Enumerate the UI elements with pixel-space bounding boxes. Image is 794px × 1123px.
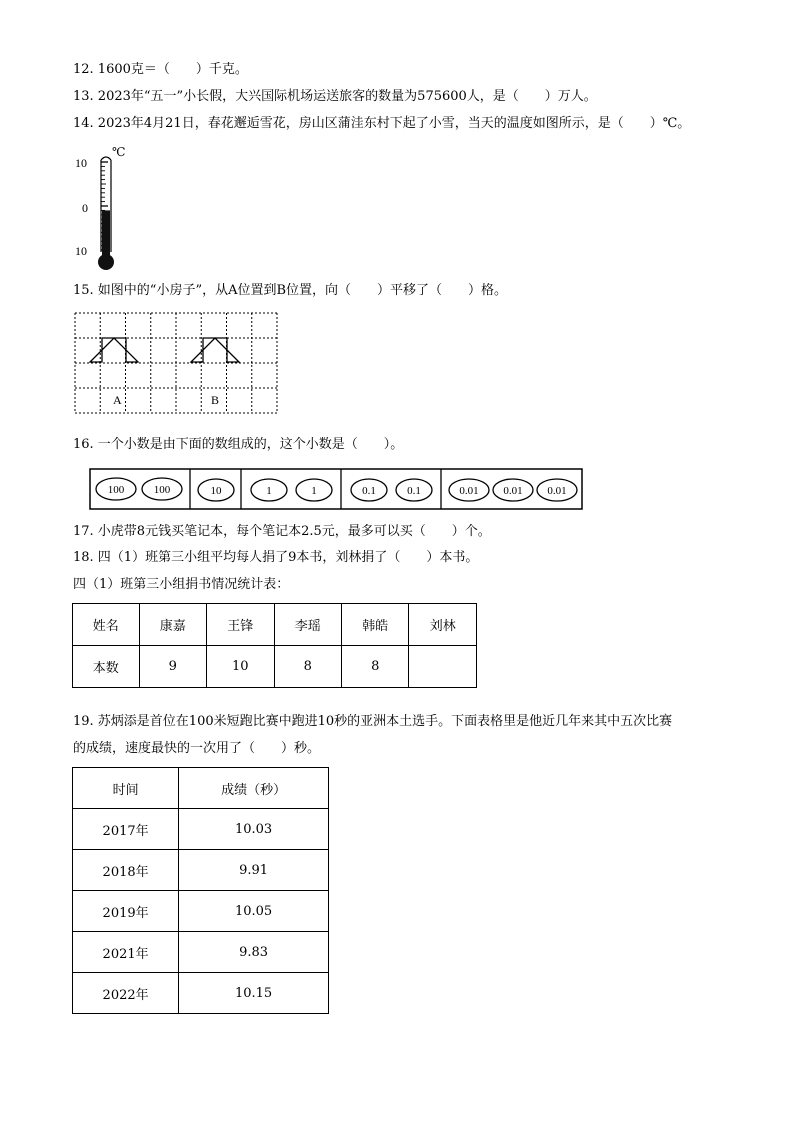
thermometer-label-top: 10 bbox=[75, 156, 87, 170]
table1-row bbox=[73, 646, 477, 688]
question-12-text: 12. 1600克＝（ ）千克。 bbox=[73, 62, 248, 77]
table2-row bbox=[73, 932, 329, 973]
table1-cell-blank bbox=[409, 646, 477, 688]
question-14-text: 14. 2023年4月21日，春花邂逅雪花，房山区蒲洼东村下起了小雪，当天的温度如图所示，是（ ）℃。 bbox=[73, 116, 691, 131]
thermometer-label-bottom: 10 bbox=[75, 244, 87, 258]
table1-title bbox=[73, 576, 289, 594]
table1-cell: 9 bbox=[139, 646, 206, 688]
question-19-text-1: 19. 苏炳添是首位在100米短跑比赛中跑进10秒的亚洲本土选手。下面表格里是他近几年来其中五次比赛 bbox=[73, 714, 673, 729]
house-b bbox=[191, 338, 239, 362]
table1-header-cell: 康嘉 bbox=[139, 604, 206, 646]
table1-header-cell: 李瑶 bbox=[274, 604, 341, 646]
question-13-text: 13. 2023年“五一”小长假，大兴国际机场运送旅客的数量为575600人，是（ ）万人。 bbox=[73, 89, 597, 104]
table2-year-cell: 2018年 bbox=[73, 850, 179, 891]
thermometer-mercury bbox=[102, 210, 110, 260]
table1-header-cell: 刘林 bbox=[409, 604, 477, 646]
translation-grid-figure bbox=[74, 312, 280, 416]
question-17 bbox=[73, 523, 491, 541]
question-19-line-1 bbox=[73, 713, 672, 731]
question-15 bbox=[73, 282, 507, 300]
question-16 bbox=[73, 436, 403, 454]
table2-time-cell: 10.03 bbox=[179, 809, 329, 850]
table1-header-cell: 姓名 bbox=[73, 604, 140, 646]
number-groups-box bbox=[89, 468, 585, 512]
question-19-text-2: 的成绩，速度最快的一次用了（ ）秒。 bbox=[73, 741, 321, 756]
question-14 bbox=[73, 115, 690, 133]
table2-row bbox=[73, 809, 329, 850]
table1-cell: 8 bbox=[341, 646, 408, 688]
table1-cell: 8 bbox=[274, 646, 341, 688]
table2-time-cell: 10.05 bbox=[179, 891, 329, 932]
counter-100-b-label: 100 bbox=[153, 484, 171, 496]
counter-0.01-a-label: 0.01 bbox=[459, 485, 479, 497]
label-a: A bbox=[113, 393, 122, 407]
table2-time-cell: 9.83 bbox=[179, 932, 329, 973]
question-15-text: 15. 如图中的“小房子”，从A位置到B位置，向（ ）平移了（ ）格。 bbox=[73, 283, 508, 298]
counter-0.1-a-label: 0.1 bbox=[362, 485, 376, 497]
table2-row bbox=[73, 973, 329, 1014]
counter-1-a-label: 1 bbox=[266, 485, 272, 497]
table2-row bbox=[73, 891, 329, 932]
question-19-line-2 bbox=[73, 740, 320, 758]
thermometer-figure bbox=[70, 142, 140, 272]
question-18-text: 18. 四（1）班第三小组平均每人捐了9本书，刘林捐了（ ）本书。 bbox=[73, 550, 479, 565]
counter-0.01-c-label: 0.01 bbox=[547, 485, 567, 497]
race-results-table bbox=[72, 767, 329, 1014]
table2-year-cell: 2021年 bbox=[73, 932, 179, 973]
table2-header-cell: 时间 bbox=[73, 768, 179, 809]
label-b: B bbox=[211, 393, 220, 407]
table2-year-cell: 2022年 bbox=[73, 973, 179, 1014]
counter-0.1-b-label: 0.1 bbox=[407, 485, 421, 497]
table1-cell: 10 bbox=[206, 646, 274, 688]
thermometer-label-zero: 0 bbox=[82, 201, 88, 215]
table2-time-cell: 10.15 bbox=[179, 973, 329, 1014]
thermometer-bulb bbox=[98, 254, 114, 270]
table1-header-cell: 王锋 bbox=[206, 604, 274, 646]
table2-row bbox=[73, 850, 329, 891]
counter-0.01-b-label: 0.01 bbox=[503, 485, 523, 497]
counter-100-a-label: 100 bbox=[107, 484, 125, 496]
table2-year-cell: 2017年 bbox=[73, 809, 179, 850]
thermometer-unit: ℃ bbox=[112, 145, 126, 159]
question-18 bbox=[73, 549, 478, 567]
table2-header-cell: 成绩（秒） bbox=[179, 768, 329, 809]
question-13 bbox=[73, 88, 597, 106]
table2-year-cell: 2019年 bbox=[73, 891, 179, 932]
counter-10-label: 10 bbox=[210, 485, 222, 497]
table1-cell: 本数 bbox=[73, 646, 140, 688]
dotted-grid bbox=[75, 313, 277, 413]
counter-1-b-label: 1 bbox=[311, 485, 317, 497]
question-12 bbox=[73, 61, 248, 79]
table2-header-row bbox=[73, 768, 329, 809]
book-donation-table bbox=[72, 603, 477, 688]
table2-time-cell: 9.91 bbox=[179, 850, 329, 891]
question-16-text: 16. 一个小数是由下面的数组成的，这个小数是（ ）。 bbox=[73, 437, 404, 452]
table1-header-row bbox=[73, 604, 477, 646]
house-a bbox=[90, 338, 138, 362]
table1-title-text: 四（1）班第三小组捐书情况统计表： bbox=[73, 577, 290, 592]
question-17-text: 17. 小虎带8元钱买笔记本，每个笔记本2.5元，最多可以买（ ）个。 bbox=[73, 524, 491, 539]
table1-header-cell: 韩皓 bbox=[341, 604, 408, 646]
